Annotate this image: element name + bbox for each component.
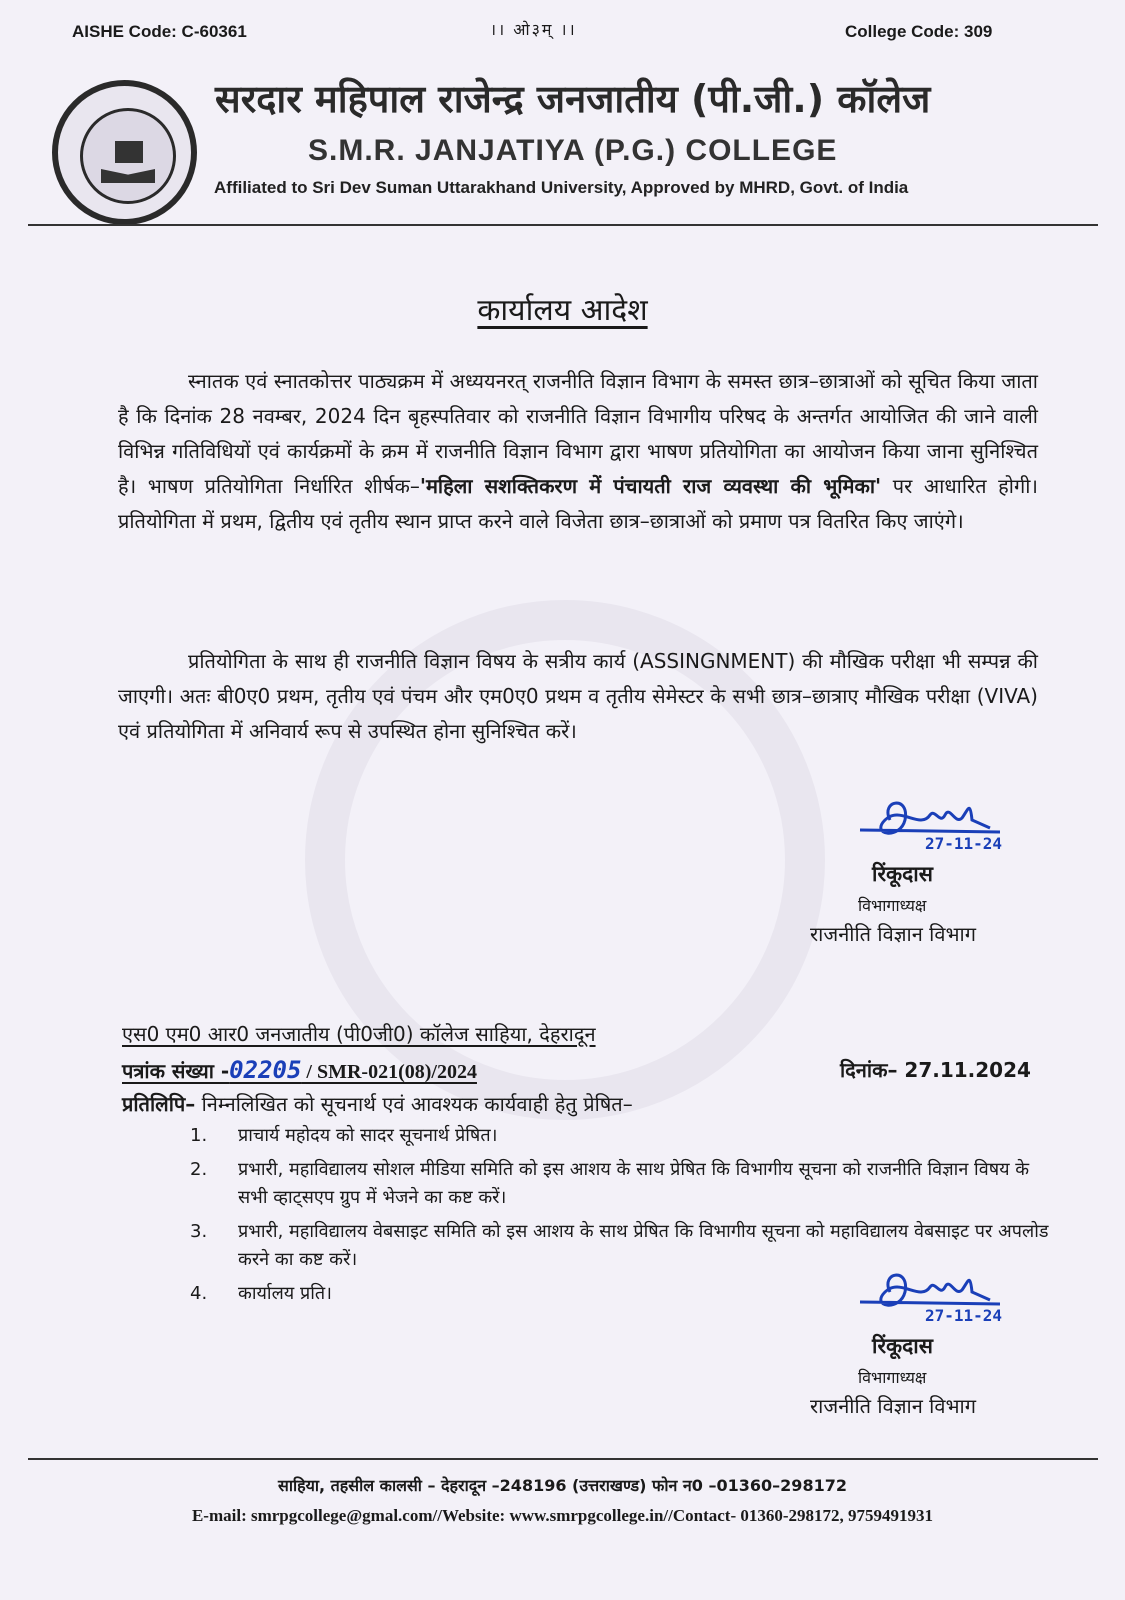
signature-date: 27-11-24: [925, 834, 1003, 853]
letter-date: दिनांक– 27.11.2024: [840, 1058, 1031, 1082]
college-logo: [52, 80, 197, 225]
competition-topic: 'महिला सशक्तिकरण में पंचायती राज व्यवस्था की भूमिका': [419, 474, 882, 498]
signatory-department: राजनीति विज्ञान विभाग: [810, 1394, 976, 1418]
signatory-designation: विभागाध्यक्ष: [858, 1368, 927, 1387]
copy-to-line: प्रतिलिपि– निम्नलिखित को सूचनार्थ एवं आवश्यक कार्यवाही हेतु प्रेषित–: [122, 1092, 633, 1116]
letter-number: पत्रांक संख्या -02205 / SMR-021(08)/2024: [122, 1056, 477, 1084]
order-title: कार्यालय आदेश: [477, 293, 648, 328]
list-item: 2. प्रभारी, महाविद्यालय सोशल मीडिया समिति को इस आशय के साथ प्रेषित कि विभागीय सूचना को राजनीति विज्ञान विषय के सभी व्हाट्सएप ग्रुप में भेजने का कष्ट करें।: [190, 1159, 1030, 1208]
handwritten-number: 02205: [229, 1056, 302, 1084]
signatory-designation: विभागाध्यक्ष: [858, 896, 927, 915]
college-name-english: S.M.R. JANJATIYA (P.G.) COLLEGE: [308, 134, 838, 167]
signatory-name: रिंकूदास: [872, 1334, 933, 1358]
paragraph-1: स्नातक एवं स्नातकोत्तर पाठ्यक्रम में अध्ययनरत् राजनीति विज्ञान विभाग के समस्त छात्र–छात्राओं को सूचित किया जाता है कि दिनांक 28 नवम्बर, 2024 दिन बृहस्पतिवार को राजनीति विज्ञान विभागीय परिषद के अन्तर्गत आयोजित की जाने वाली विभिन्न गतिविधियों एवं कार्यक्रमों के क्रम में राजनीति विज्ञान विभाग द्वारा भाषण प्रतियोगिता का आयोजन किया जाना सुनिश्चित है। भाषण प्रतियोगिता निर्धारित शीर्षक–'महिला सशक्तिकरण में पंचायती राज व्यवस्था की भूमिका' पर आधारित होगी। प्रतियोगिता में प्रथम, द्वितीय एवं तृतीय स्थान प्राप्त करने वाले विजेता छात्र–छात्राओं को प्रमाण पत्र वितरित किए जाएंगे।: [118, 369, 1038, 533]
om-symbol: ।। ओ३म् ।।: [490, 20, 577, 39]
affiliation-line: Affiliated to Sri Dev Suman Uttarakhand University, Approved by MHRD, Govt. of India: [214, 178, 909, 197]
footer-contact: E-mail: smrpgcollege@gmal.com//Website: www.smrpgcollege.in//Contact- 01360-298172, 9759491931: [191, 1506, 934, 1525]
footer-address: साहिया, तहसील कालसी – देहरादून –248196 (उत्तराखण्ड) फोन न0 –01360–298172: [278, 1476, 847, 1495]
signatory-name: रिंकूदास: [872, 862, 933, 886]
college-name-hindi: सरदार महिपाल राजेन्द्र जनजातीय (पी.जी.) कॉलेज: [215, 77, 931, 121]
college-reference-line: एस0 एम0 आर0 जनजातीय (पी0जी0) कॉलेज साहिया, देहरादून: [122, 1022, 596, 1046]
signatory-department: राजनीति विज्ञान विभाग: [810, 922, 976, 946]
paragraph-2: प्रतियोगिता के साथ ही राजनीति विज्ञान विषय के सत्रीय कार्य (ASSINGNMENT) की मौखिक परीक्षा भी सम्पन्न की जाएगी। अतः बी0ए0 प्रथम, तृतीय एवं पंचम और एम0ए0 प्रथम व तृतीय सेमेस्टर के सभी छात्र–छात्राए मौखिक परीक्षा (VIVA) एवं प्रतियोगिता में अनिवार्य रूप से उपस्थित होना सुनिश्चित करें।: [118, 649, 1038, 743]
header-divider: [28, 224, 1098, 226]
list-item: 3. प्रभारी, महाविद्यालय वेबसाइट समिति को इस आशय के साथ प्रेषित कि विभागीय सूचना को महाविद्यालय वेबसाइट पर अपलोड करने का कष्ट करें।: [190, 1221, 1049, 1270]
aishe-code: AISHE Code: C-60361: [72, 22, 247, 41]
footer-divider: [28, 1458, 1098, 1460]
list-item: 1. प्राचार्य महोदय को सादर सूचनार्थ प्रेषित।: [190, 1125, 498, 1146]
list-item: 4. कार्यालय प्रति।: [190, 1283, 332, 1304]
college-code: College Code: 309: [845, 22, 993, 41]
signature-date: 27-11-24: [925, 1306, 1003, 1325]
